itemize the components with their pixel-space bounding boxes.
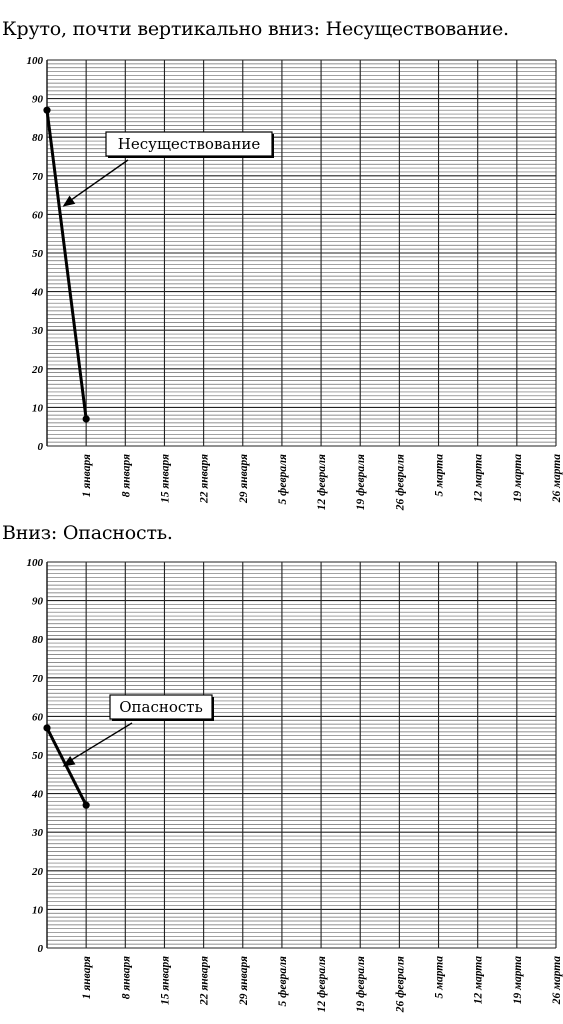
data-point	[43, 107, 50, 114]
x-tick-label: 26 марта	[551, 454, 563, 503]
y-tick-label: 90	[32, 595, 43, 608]
y-tick-label: 10	[32, 904, 43, 917]
x-tick-label: 12 марта	[472, 454, 485, 503]
x-tick-label: 19 февраля	[355, 454, 368, 511]
chart-1-caption: Круто, почти вертикально вниз: Несуществование.	[2, 18, 509, 40]
x-tick-label: 5 марта	[433, 956, 446, 999]
x-tick-label: 22 января	[198, 454, 211, 504]
gridlines	[47, 562, 556, 948]
x-tick-label: 29 января	[237, 454, 250, 504]
x-tick-label: 26 марта	[551, 956, 563, 1005]
y-tick-label: 10	[32, 402, 43, 415]
y-tick-label: 0	[37, 441, 43, 453]
data-point	[43, 724, 50, 731]
y-tick-label: 90	[32, 93, 43, 106]
y-tick-label: 50	[32, 248, 43, 260]
x-tick-label: 1 января	[81, 454, 94, 498]
x-tick-label: 19 марта	[511, 956, 524, 1005]
x-tick-label: 8 января	[120, 454, 133, 498]
annotation-arrowhead	[63, 196, 76, 207]
y-tick-label: 0	[37, 943, 43, 955]
x-tick-label: 19 марта	[511, 454, 524, 503]
x-tick-label: 19 февраля	[355, 956, 368, 1013]
x-tick-label: 15 января	[159, 956, 172, 1006]
x-tick-label: 5 февраля	[276, 454, 289, 505]
y-tick-label: 80	[32, 634, 43, 647]
x-tick-label: 5 февраля	[276, 956, 289, 1007]
x-tick-label: 8 января	[120, 956, 133, 1000]
y-tick-label: 40	[32, 286, 43, 299]
x-tick-label: 12 февраля	[316, 454, 329, 511]
x-tick-label: 5 марта	[433, 454, 446, 497]
x-tick-label: 15 января	[159, 454, 172, 504]
x-tick-label: 26 февраля	[394, 454, 407, 511]
x-tick-label: 22 января	[198, 956, 211, 1006]
annotation-arrow-shaft	[69, 723, 132, 762]
x-tick-label: 12 февраля	[316, 956, 329, 1013]
y-tick-label: 100	[26, 55, 43, 67]
y-tick-label: 70	[32, 170, 43, 183]
y-tick-label: 60	[32, 209, 43, 222]
y-tick-label: 70	[32, 672, 43, 685]
x-tick-label: 1 января	[81, 956, 94, 1000]
x-tick-label: 26 февраля	[394, 956, 407, 1013]
chart-2-caption: Вниз: Опасность.	[2, 522, 173, 544]
y-tick-label: 50	[32, 750, 43, 762]
y-tick-label: 20	[32, 865, 43, 878]
chart-2-plot	[0, 552, 563, 1024]
gridlines	[47, 60, 556, 446]
annotation-label: Несуществование	[117, 135, 261, 153]
y-tick-label: 80	[32, 132, 43, 145]
y-tick-label: 100	[26, 557, 43, 569]
y-tick-label: 20	[32, 363, 43, 376]
annotation-label: Опасность	[119, 698, 203, 716]
x-tick-label: 29 января	[237, 956, 250, 1006]
y-tick-label: 30	[32, 827, 43, 840]
x-tick-label: 12 марта	[472, 956, 485, 1005]
y-tick-label: 60	[32, 711, 43, 724]
chart-1-plot	[0, 50, 563, 520]
y-tick-label: 40	[32, 788, 43, 801]
y-tick-label: 30	[32, 325, 43, 338]
data-point	[83, 415, 90, 422]
data-point	[83, 802, 90, 809]
